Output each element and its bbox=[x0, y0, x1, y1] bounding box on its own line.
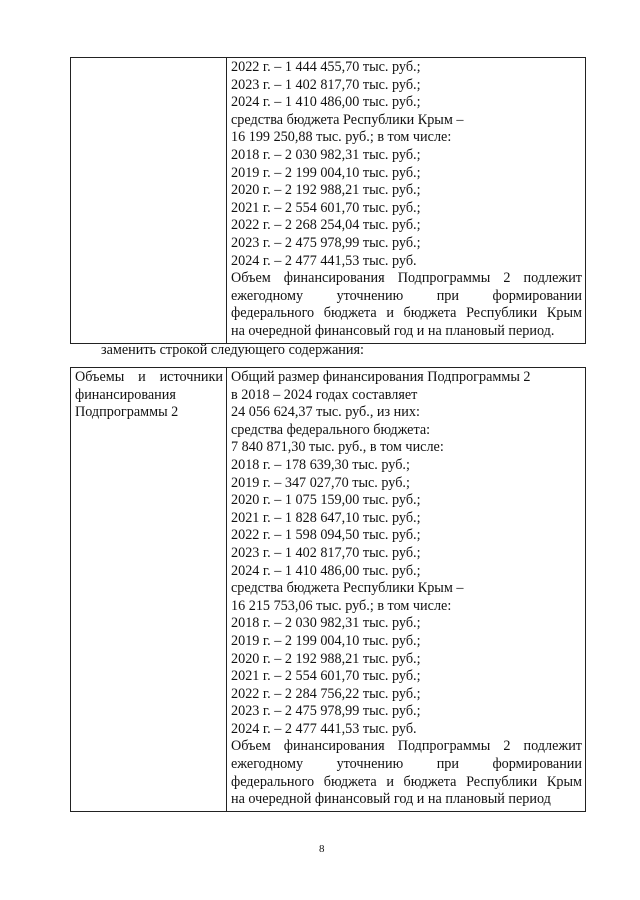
text-line: 2023 г. – 2 475 978,99 тыс. руб.; bbox=[231, 234, 421, 251]
text-line: 2019 г. – 2 199 004,10 тыс. руб.; bbox=[231, 632, 421, 649]
text-line: 2024 г. – 1 410 486,00 тыс. руб.; bbox=[231, 94, 421, 111]
text-line: 2024 г. – 1 410 486,00 тыс. руб.; bbox=[231, 562, 421, 579]
heading-line: Объемы и источники bbox=[75, 369, 223, 385]
table-cell-financing-old bbox=[227, 58, 586, 344]
table-cell-financing-new bbox=[227, 368, 586, 812]
text-line: средства бюджета Республики Крым – bbox=[231, 111, 464, 128]
note-line: ежегодному уточнению при формировании bbox=[231, 287, 582, 304]
text-line: средства бюджета Республики Крым – bbox=[231, 580, 464, 597]
heading-line: финансирования bbox=[75, 386, 176, 403]
text-line: 2024 г. – 2 477 441,53 тыс. руб. bbox=[231, 252, 417, 269]
text-line: 2024 г. – 2 477 441,53 тыс. руб. bbox=[231, 720, 417, 737]
text-line: 2021 г. – 2 554 601,70 тыс. руб.; bbox=[231, 199, 421, 216]
financing-lines bbox=[231, 59, 582, 270]
page-number: 8 bbox=[319, 843, 325, 855]
text-line: 2022 г. – 1 598 094,50 тыс. руб.; bbox=[231, 527, 421, 544]
text-line: 2018 г. – 2 030 982,31 тыс. руб.; bbox=[231, 615, 421, 632]
text-line: 2023 г. – 2 475 978,99 тыс. руб.; bbox=[231, 703, 421, 720]
text-line: 2020 г. – 1 075 159,00 тыс. руб.; bbox=[231, 492, 421, 509]
text-line: 2023 г. – 1 402 817,70 тыс. руб.; bbox=[231, 76, 421, 93]
text-line: в 2018 – 2024 годах составляет bbox=[231, 386, 418, 403]
text-line: 16 215 753,06 тыс. руб.; в том числе: bbox=[231, 597, 452, 614]
note-line: Объем финансирования Подпрограммы 2 подлежит bbox=[231, 738, 582, 755]
text-line: 2018 г. – 2 030 982,31 тыс. руб.; bbox=[231, 146, 421, 163]
note-line: федерального бюджета и бюджета Республики Крым bbox=[231, 773, 582, 790]
replace-instruction: заменить строкой следующего содержания: bbox=[101, 342, 364, 358]
text-line: 2021 г. – 2 554 601,70 тыс. руб.; bbox=[231, 668, 421, 685]
financing-note bbox=[231, 270, 582, 340]
text-line: 24 056 624,37 тыс. руб., из них: bbox=[231, 404, 420, 421]
text-line: средства федерального бюджета: bbox=[231, 421, 431, 438]
text-line: 2021 г. – 1 828 647,10 тыс. руб.; bbox=[231, 509, 421, 526]
financing-table-old bbox=[70, 57, 586, 344]
table-cell-heading bbox=[71, 368, 227, 812]
text-line: 2020 г. – 2 192 988,21 тыс. руб.; bbox=[231, 182, 421, 199]
financing-table-new bbox=[70, 367, 586, 812]
table-row bbox=[71, 368, 586, 812]
financing-lines bbox=[231, 369, 582, 738]
table-cell-left-empty bbox=[71, 58, 227, 344]
note-line: ежегодному уточнению при формировании bbox=[231, 756, 582, 773]
note-line: на очередной финансовый год и на плановый период. bbox=[231, 322, 555, 339]
text-line: 2018 г. – 178 639,30 тыс. руб.; bbox=[231, 456, 410, 473]
note-line: федерального бюджета и бюджета Республики Крым bbox=[231, 305, 582, 322]
note-line: на очередной финансовый год и на плановый период bbox=[231, 791, 551, 808]
text-line: 7 840 871,30 тыс. руб., в том числе: bbox=[231, 439, 444, 456]
text-line: 2022 г. – 2 268 254,04 тыс. руб.; bbox=[231, 217, 421, 234]
text-line: 2023 г. – 1 402 817,70 тыс. руб.; bbox=[231, 544, 421, 561]
text-line: 2020 г. – 2 192 988,21 тыс. руб.; bbox=[231, 650, 421, 667]
text-line: 2022 г. – 1 444 455,70 тыс. руб.; bbox=[231, 59, 421, 75]
text-line: 2022 г. – 2 284 756,22 тыс. руб.; bbox=[231, 685, 421, 702]
text-line: 2019 г. – 2 199 004,10 тыс. руб.; bbox=[231, 164, 421, 181]
table-row bbox=[71, 58, 586, 344]
note-line: Объем финансирования Подпрограммы 2 подлежит bbox=[231, 270, 582, 287]
text-line: 2019 г. – 347 027,70 тыс. руб.; bbox=[231, 474, 410, 491]
text-line: 16 199 250,88 тыс. руб.; в том числе: bbox=[231, 129, 452, 146]
financing-note bbox=[231, 738, 582, 808]
text-line: Общий размер финансирования Подпрограммы 2 bbox=[231, 369, 531, 385]
heading-line: Подпрограммы 2 bbox=[75, 404, 179, 421]
